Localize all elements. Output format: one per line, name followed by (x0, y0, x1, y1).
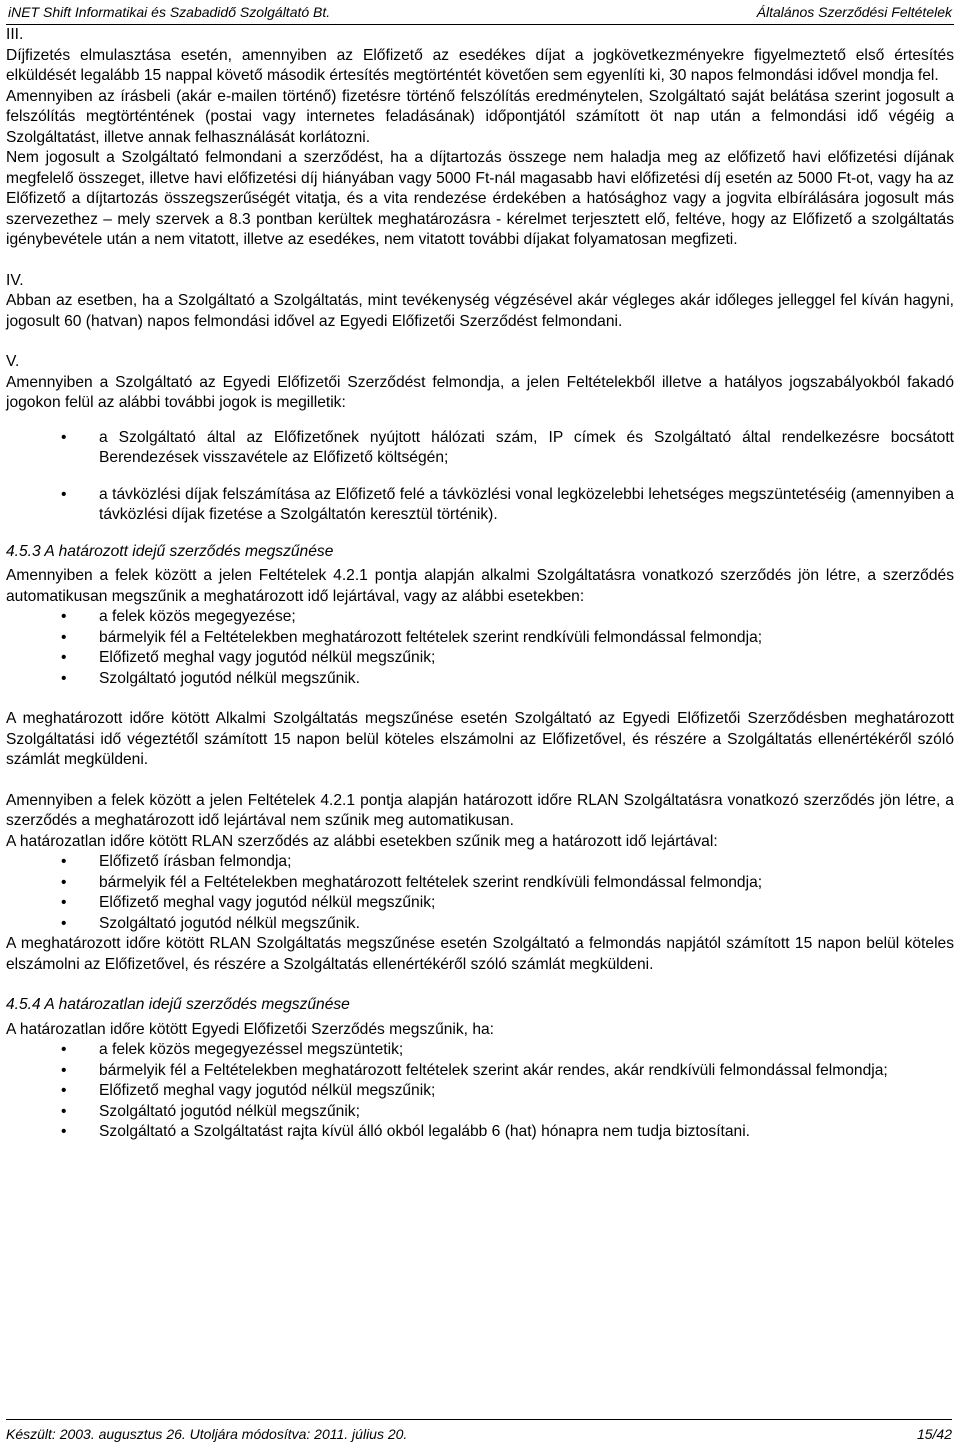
list-item: • Előfizető meghal vagy jogutód nélkül megszűnik; (6, 893, 954, 914)
paragraph: A határozatlan időre kötött Egyedi Előfizetői Szerződés megszűnik, ha: (6, 1020, 495, 1038)
section-heading-iv: IV. (6, 271, 24, 289)
list-item: • Szolgáltató jogutód nélkül megszűnik; (6, 1102, 954, 1123)
bullet-list (6, 607, 954, 689)
bullet-list (6, 1040, 954, 1143)
section-heading-v: V. (6, 353, 20, 370)
document-body (6, 25, 954, 1143)
paragraph: Amennyiben az írásbeli (akár e-mailen történő) fizetésre történő felszólítás eredménytelen, Szolgáltató saját belátása szerint jogosult a felszólítás megtörténtének (postai vagy internetes feladásának) időpontjától számított öt nap után a felmondási idő végéig a Szolgáltatást, illetve annak felhasználását korlátozni. (6, 87, 954, 146)
paragraph: A határozatlan időre kötött RLAN szerződés az alábbi esetekben szűnik meg a határozott idő lejártával: (6, 832, 718, 850)
list-item: • bármelyik fél a Feltételekben meghatározott feltételek szerint akár rendes, akár rendkívüli felmondással felmondja; (6, 1061, 954, 1082)
list-item: • Szolgáltató a Szolgáltatást rajta kívül álló okból legalább 6 (hat) hónapra nem tudja biztosítani. (6, 1122, 954, 1143)
header-company: iNET Shift Informatikai és Szabadidő Szolgáltató Bt. (8, 4, 331, 20)
list-item: • bármelyik fél a Feltételekben meghatározott feltételek szerint rendkívüli felmondással felmondja; (6, 873, 954, 894)
list-item: • a távközlési díjak felszámítása az Előfizető felé a távközlési vonal legközelebbi lehetséges megszüntetéséig (amennyiben a távközlési díjak fizetése a Szolgáltatón keresztül történik). (6, 485, 954, 526)
paragraph: A meghatározott időre kötött RLAN Szolgáltatás megszűnése esetén Szolgáltató a felmondás napjától számított 15 napon belül köteles elszámolni az Előfizetővel, és részére a Szolgáltatás ellenértékéről szóló számlát megküldeni. (6, 935, 954, 973)
subsection-heading-4-5-4: 4.5.4 A határozatlan idejű szerződés megszűnése (6, 996, 350, 1013)
paragraph: Amennyiben a felek között a jelen Feltételek 4.2.1 pontja alapján alkalmi Szolgáltatásra vonatkozó szerződés jön létre, a szerződés automatikusan megszűnik a meghatározott idő lejártával, vagy az alábbi esetekben: (6, 567, 954, 605)
paragraph: Nem jogosult a Szolgáltató felmondani a szerződést, ha a díjtartozás összege nem haladja meg az előfizető havi előfizetési díjának megfelelő összeget, illetve havi előfizetési díj hiányában vagy 5000 Ft-nál magasabb havi előfizetési díj esetén az 5000 Ft-ot, vagy ha az Előfizető a díjtartozás összegszerűségét vitatja, és a vita rendezése érdekében a hatósághoz vagy a jogvita elbírálására jogosult más szervezethez – mely szervek a 8.3 pontban kerültek meghatározásra - kérelmet terjesztett elő, feltéve, hogy az Előfizető a szolgáltatás igénybevétele után a nem vitatott, illetve az esedékes, nem vitatott további díjakat folyamatosan megfizeti. (6, 149, 954, 248)
list-item: • Szolgáltató jogutód nélkül megszűnik. (6, 914, 954, 935)
list-item: • bármelyik fél a Feltételekben meghatározott feltételek szerint rendkívüli felmondással felmondja; (6, 628, 954, 649)
bullet-list (6, 428, 954, 526)
list-item: • Előfizető meghal vagy jogutód nélkül megszűnik; (6, 1081, 954, 1102)
list-item: • Előfizető írásban felmondja; (6, 852, 954, 873)
paragraph: Amennyiben a Szolgáltató az Egyedi Előfizetői Szerződést felmondja, a jelen Feltételekből illetve a hatályos jogszabályokból fakadó jogokon felül az alábbi további jogok is megilletik: (6, 373, 954, 411)
list-item: • Előfizető meghal vagy jogutód nélkül megszűnik; (6, 648, 954, 669)
paragraph: Díjfizetés elmulasztása esetén, amennyiben az Előfizető az esedékes díjat a jogkövetkezményekre figyelmeztető első értesítés elküldését legalább 15 nappal követő második értesítés megtörténtét követően sem egyenlíti ki, 30 napos felmondási idővel mondja fel. (6, 46, 954, 84)
page-number: 15/42 (916, 1426, 952, 1442)
list-item: • a felek közös megegyezéssel megszüntetik; (6, 1040, 954, 1061)
bullet-list (6, 852, 954, 934)
list-item: • a Szolgáltató által az Előfizetőnek nyújtott hálózati szám, IP címek és Szolgáltató által rendelkezésre bocsátott Berendezések visszavétele az Előfizető költségén; (6, 428, 954, 469)
list-item: • a felek közös megegyezése; (6, 607, 954, 628)
subsection-heading-4-5-3: 4.5.3 A határozott idejű szerződés megszűnése (6, 542, 334, 560)
paragraph: Amennyiben a felek között a jelen Feltételek 4.2.1 pontja alapján határozott időre RLAN Szolgáltatásra vonatkozó szerződés jön létre, a szerződés a meghatározott idő lejártával nem szűnik meg automatikusan. (6, 791, 954, 829)
paragraph: A meghatározott időre kötött Alkalmi Szolgáltatás megszűnése esetén Szolgáltató az Egyedi Előfizetői Szerződésben meghatározott Szolgáltatási idő végeztétől számított 15 napon belül köteles elszámolni az Előfizetővel, és részére a Szolgáltatás ellenértékéről szóló számlát megküldeni. (6, 710, 954, 768)
paragraph: Abban az esetben, ha a Szolgáltató a Szolgáltatás, mint tevékenység végzésével akár végleges akár időleges jelleggel fel kíván hagyni, jogosult 60 (hatvan) napos felmondási idővel az Egyedi Előfizetői Szerződést felmondani. (6, 292, 954, 330)
page-footer (6, 1419, 952, 1442)
header-doc-title: Általános Szerződési Feltételek (756, 4, 952, 20)
footer-dates: Készült: 2003. augusztus 26. Utoljára módosítva: 2011. július 20. (6, 1426, 408, 1442)
list-item: • Szolgáltató jogutód nélkül megszűnik. (6, 669, 954, 690)
section-heading-iii: III. (6, 26, 24, 43)
page-header (6, 0, 954, 25)
